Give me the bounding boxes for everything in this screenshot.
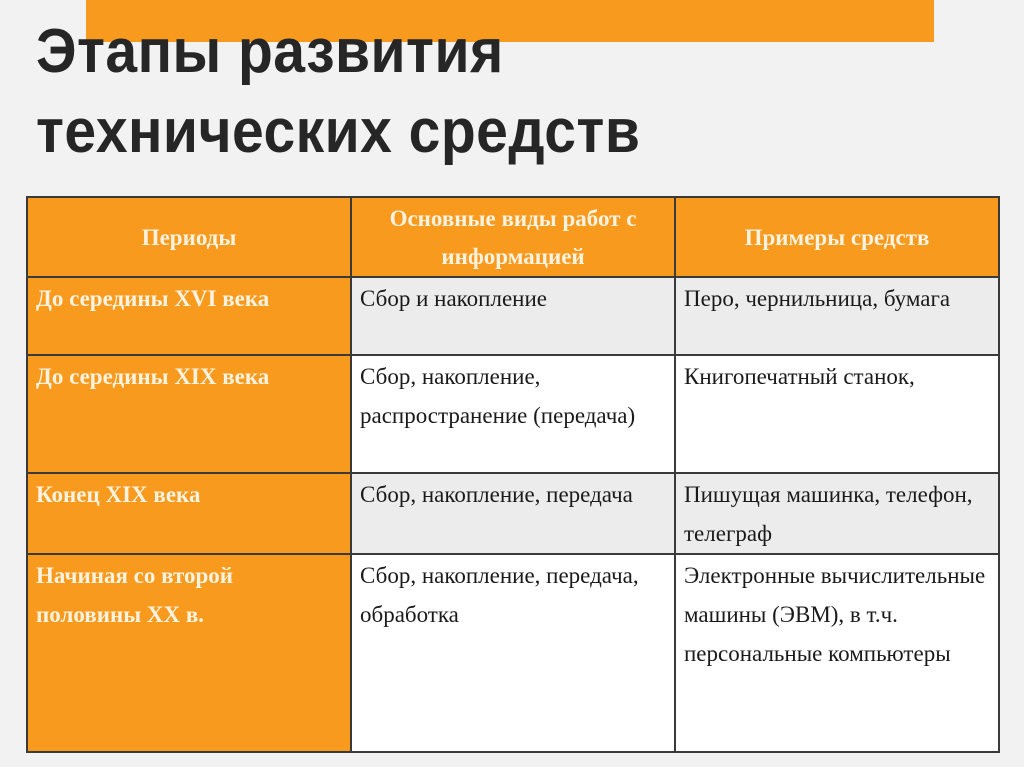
examples-cell: Электронные вычислительные машины (ЭВМ), в т.ч. персональные компьютеры <box>675 554 999 752</box>
title-line-2: технических средств <box>36 97 641 166</box>
table-row <box>27 473 999 554</box>
header-work-types: Основные виды работ с информацией <box>351 197 675 277</box>
stages-table <box>26 196 1000 753</box>
examples-cell: Пишущая машинка, телефон, телеграф <box>675 473 999 554</box>
page-title <box>36 12 640 172</box>
header-periods: Периоды <box>27 197 351 277</box>
examples-cell: Перо, чернильница, бумага <box>675 277 999 355</box>
period-cell: Конец XIX века <box>27 473 351 554</box>
period-cell: До середины XVI века <box>27 277 351 355</box>
table-row <box>27 277 999 355</box>
work-cell: Сбор, накопление, распространение (передача) <box>351 355 675 473</box>
work-cell: Сбор, накопление, передача, обработка <box>351 554 675 752</box>
title-line-1: Этапы развития <box>36 17 504 86</box>
table-row <box>27 554 999 752</box>
examples-cell: Книгопечатный станок, <box>675 355 999 473</box>
work-cell: Сбор и накопление <box>351 277 675 355</box>
header-examples: Примеры средств <box>675 197 999 277</box>
table-header-row <box>27 197 999 277</box>
period-cell: Начиная со второй половины XX в. <box>27 554 351 752</box>
table-row <box>27 355 999 473</box>
work-cell: Сбор, накопление, передача <box>351 473 675 554</box>
period-cell: До середины XIX века <box>27 355 351 473</box>
